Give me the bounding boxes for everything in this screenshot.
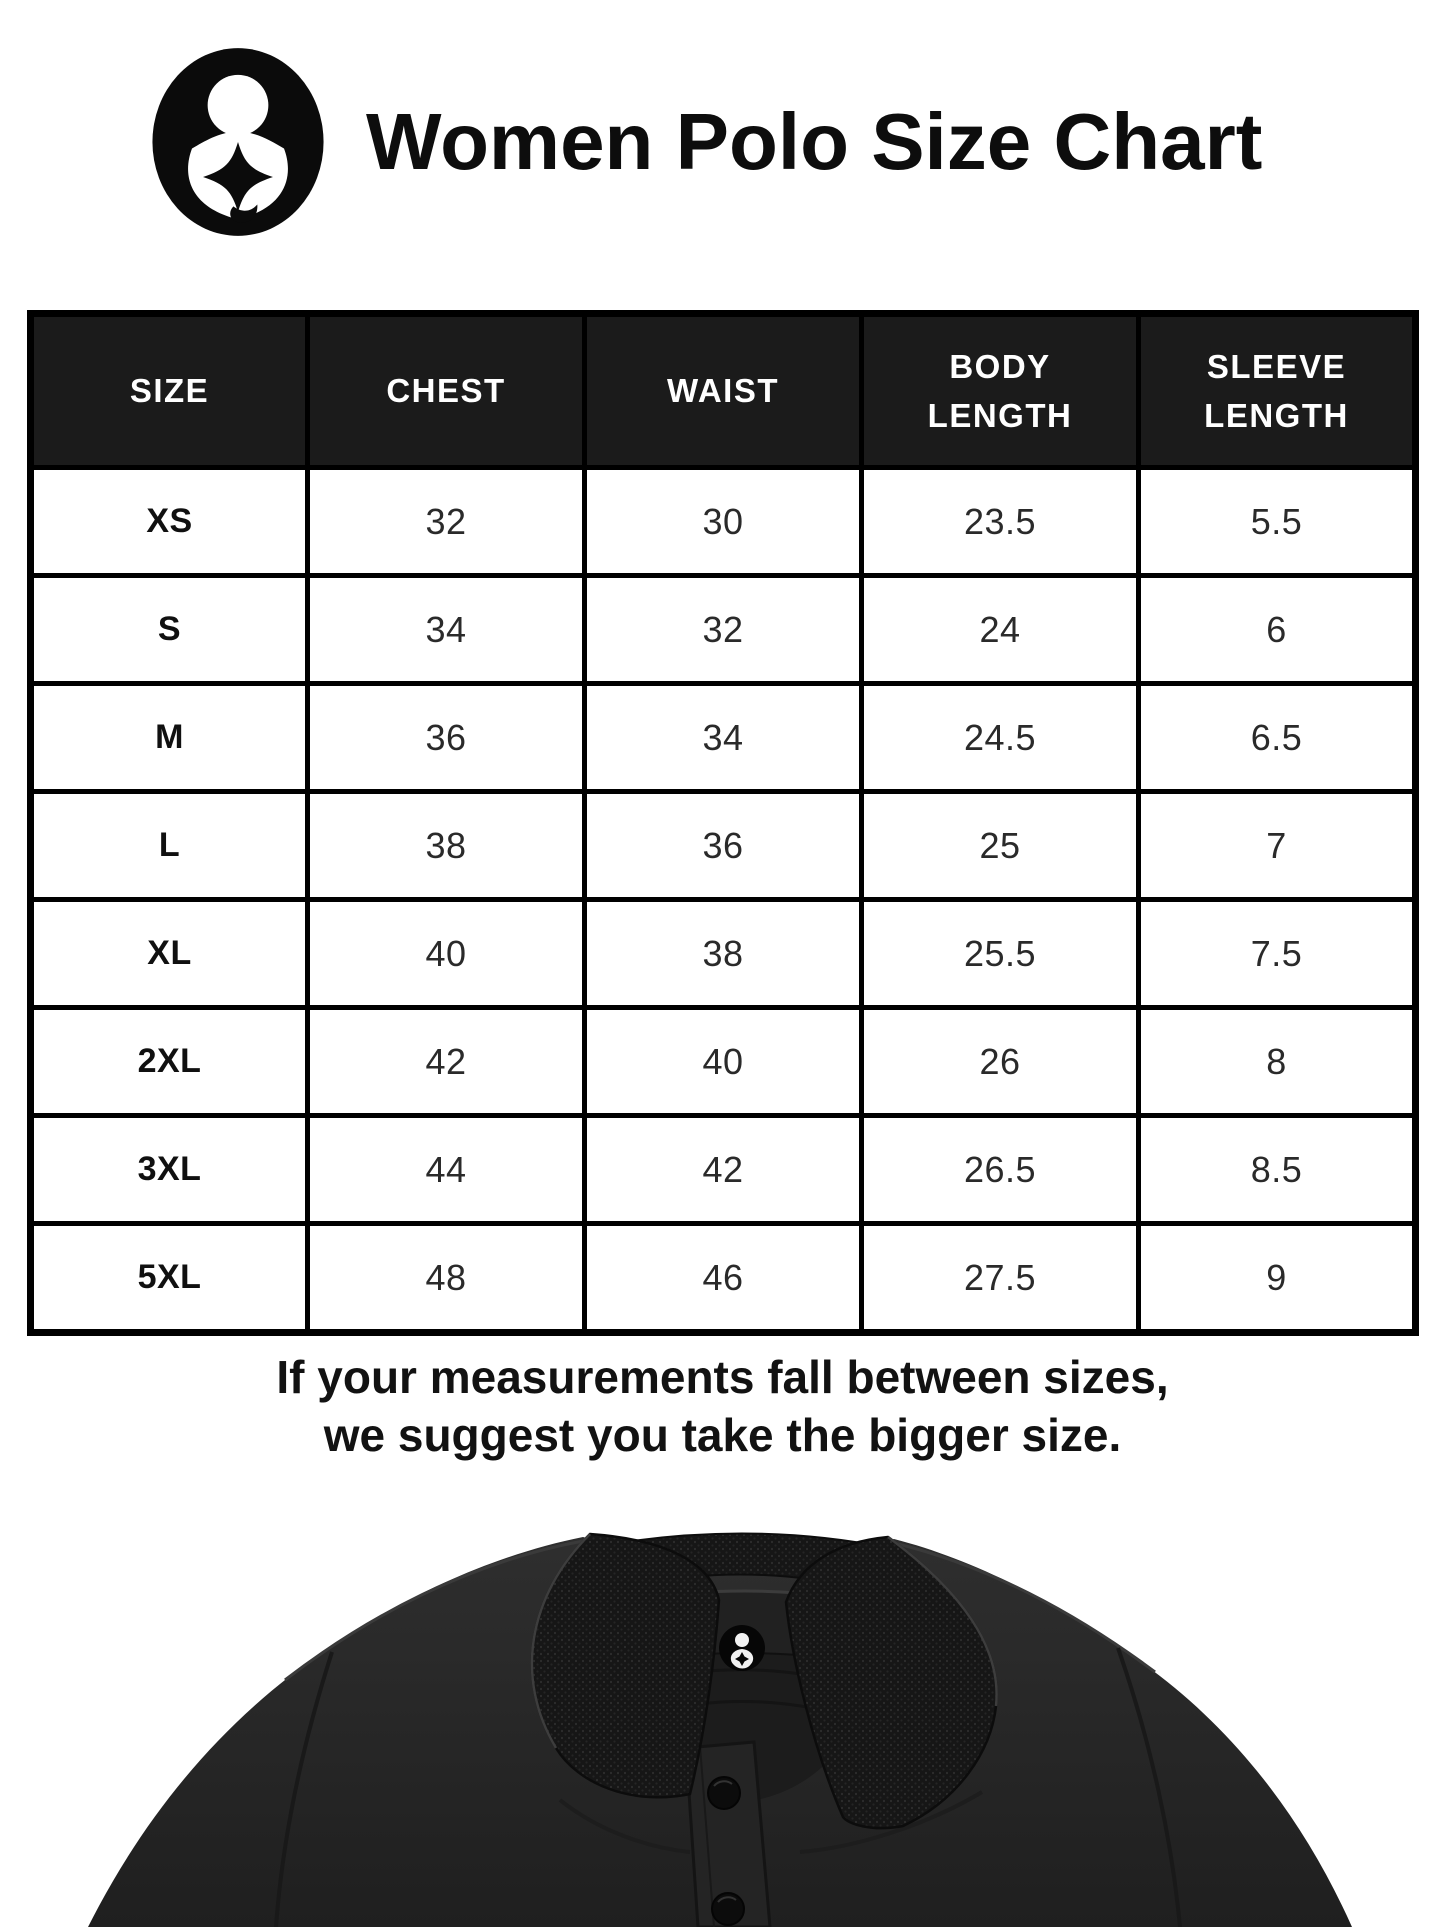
table-cell: 23.5 — [862, 468, 1139, 576]
table-cell: 7.5 — [1139, 900, 1416, 1008]
col-header-chest-label: CHEST — [386, 372, 506, 409]
table-cell: M — [31, 684, 308, 792]
table-cell: 2XL — [31, 1008, 308, 1116]
table-cell: 34 — [308, 576, 585, 684]
table-cell: 36 — [585, 792, 862, 900]
table-cell: 27.5 — [862, 1224, 1139, 1333]
neck-label-logo-icon — [719, 1625, 765, 1671]
black-polo-shirt-photo — [0, 1520, 1445, 1927]
col-header-sleeve-length — [1139, 314, 1416, 468]
table-row-m — [31, 684, 1416, 792]
polo-illustration — [0, 1520, 1445, 1927]
sizing-note — [0, 1348, 1445, 1465]
table-cell: 38 — [585, 900, 862, 1008]
table-cell: 9 — [1139, 1224, 1416, 1333]
col-header-body-length-label: BODY LENGTH — [927, 347, 1073, 434]
table-cell: 25 — [862, 792, 1139, 900]
size-table-body — [31, 468, 1416, 1333]
col-header-chest — [308, 314, 585, 468]
table-cell: 5.5 — [1139, 468, 1416, 576]
table-cell: 26.5 — [862, 1116, 1139, 1224]
sizing-note-line1: If your measurements fall between sizes, — [276, 1351, 1169, 1403]
table-cell: 40 — [585, 1008, 862, 1116]
table-cell: 42 — [308, 1008, 585, 1116]
table-cell: 48 — [308, 1224, 585, 1333]
table-row-xs — [31, 468, 1416, 576]
table-cell: 24.5 — [862, 684, 1139, 792]
col-header-size-label: SIZE — [129, 372, 210, 409]
table-cell: 32 — [308, 468, 585, 576]
col-header-sleeve-length-label: SLEEVE LENGTH — [1204, 347, 1349, 434]
col-header-size — [31, 314, 308, 468]
table-row-s — [31, 576, 1416, 684]
table-cell: 5XL — [31, 1224, 308, 1333]
page-title: Women Polo Size Chart — [366, 97, 1263, 186]
table-cell: 6.5 — [1139, 684, 1416, 792]
table-cell: 26 — [862, 1008, 1139, 1116]
size-table — [27, 310, 1419, 1336]
sizing-note-line2: we suggest you take the bigger size. — [323, 1409, 1122, 1462]
table-cell: 46 — [585, 1224, 862, 1333]
table-cell: XS — [31, 468, 308, 576]
table-cell: 42 — [585, 1116, 862, 1224]
table-cell: XL — [31, 900, 308, 1008]
brand-header — [146, 38, 1262, 246]
col-header-waist — [585, 314, 862, 468]
header-row — [31, 314, 1416, 468]
col-header-waist-label: WAIST — [667, 372, 779, 409]
table-row-xl — [31, 900, 1416, 1008]
table-cell: 32 — [585, 576, 862, 684]
table-row-3xl — [31, 1116, 1416, 1224]
table-cell: S — [31, 576, 308, 684]
table-cell: 38 — [308, 792, 585, 900]
table-cell: 30 — [585, 468, 862, 576]
table-cell: 25.5 — [862, 900, 1139, 1008]
table-row-2xl — [31, 1008, 1416, 1116]
table-row-l — [31, 792, 1416, 900]
table-cell: 24 — [862, 576, 1139, 684]
table-cell: 7 — [1139, 792, 1416, 900]
person-star-brand-logo-icon — [146, 43, 330, 241]
table-cell: 36 — [308, 684, 585, 792]
col-header-body-length — [862, 314, 1139, 468]
table-cell: 8.5 — [1139, 1116, 1416, 1224]
table-cell: 40 — [308, 900, 585, 1008]
table-cell: 34 — [585, 684, 862, 792]
table-cell: 8 — [1139, 1008, 1416, 1116]
size-table-header — [31, 314, 1416, 468]
table-cell: 6 — [1139, 576, 1416, 684]
table-cell: 44 — [308, 1116, 585, 1224]
table-row-5xl — [31, 1224, 1416, 1333]
table-cell: 3XL — [31, 1116, 308, 1224]
table-cell: L — [31, 792, 308, 900]
